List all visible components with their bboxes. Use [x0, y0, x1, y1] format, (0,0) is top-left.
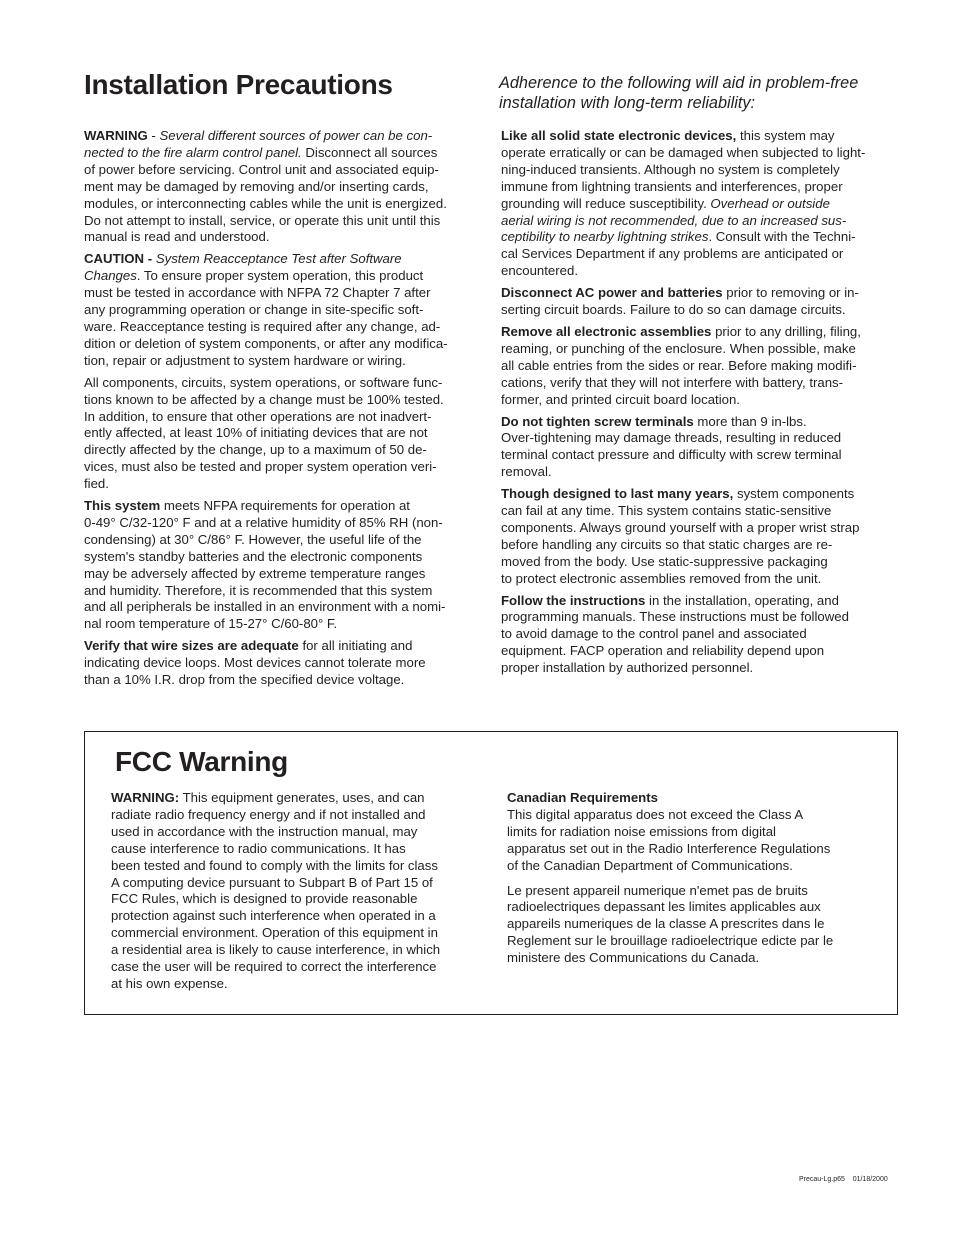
footer-file-info: Precau-Lg.p65 01/18/2000	[799, 1176, 888, 1183]
solid-state-tail: . Consult with the Techni- cal Services Department if any problems are anticipated or encountered.	[501, 229, 856, 279]
durability-lead: Though designed to last many years,	[501, 486, 734, 502]
right-column	[501, 128, 911, 682]
canadian-french-text: Le present appareil numerique n'emet pas de bruits radioelectriques depassant les limites applicables aux appareils numeriques de la classe A prescrites dans le Reglement sur le brouillage radioelectrique edicte par le ministere des Communications du Canada.	[507, 882, 834, 966]
warning-paragraph: WARNING - Several different sources of power can be con- nected to the fire alarm control panel. Disconnect all sources of power before servicing. Control unit and associated equip- ment may be damaged by removing and/or inserting cards, modules, or interconnecting cables while the unit is energized. Do not attempt to install, service, or operate this unit until this manual is read and understood.	[84, 128, 447, 245]
screw-paragraph	[501, 414, 911, 482]
caution-text: . To ensure proper system operation, this product must be tested in accordance with NFPA 72 Chapter 7 after any programming operation or change in site-specific soft- ware. Reacceptance testing is required after any change, ad- dition or deletion of system components, or after any modifica- tion, repair or adjustment to system hardware or wiring.	[84, 268, 448, 368]
system-lead: This system	[84, 498, 161, 514]
instructions-lead: Follow the instructions	[501, 592, 646, 608]
fcc-title: FCC Warning	[115, 746, 288, 777]
solid-state-lead: Like all solid state electronic devices,	[501, 128, 737, 143]
instructions-text: in the installation, operating, and programming manuals. These instructions must be followed to avoid damage to the control panel and associated equipment. FACP operation and reliability depend upon proper installation by authorized personnel.	[501, 592, 849, 676]
system-text: meets NFPA requirements for operation at 0-49° C/32-120° F and at a relative humidity of 85% RH (non- condensing) at 30° C/86° F. However, the useful life of the system's standby batteries and the electronic components may be adversely affected by extreme temperature ranges and humidity. Therefore, it is recommended that this system and all peripherals be installed in an environment with a nomi- nal room temperature of 15-27° C/60-80° F.	[84, 498, 446, 632]
solid-state-text: this system may operate erratically or can be damaged when subjected to light- ning-induced transients. Although no system is completely immune from lightning transients and interferences, proper grounding will reduce susceptibility.	[501, 128, 866, 211]
solid-state-paragraph	[501, 128, 911, 280]
fcc-warning-lead: WARNING:	[111, 790, 180, 805]
caution-italic: System Reacceptance Test after Software Changes	[84, 251, 402, 284]
caution-lead: CAUTION -	[84, 251, 153, 267]
page-title: Installation Precautions	[84, 69, 393, 100]
durability-text: system components can fail at any time. This system contains static-sensitive components. Always ground yourself with a proper wrist strap before handling any circuits so that static charges are re- moved from the body. Use static-suppressive packaging to protect electronic assemblies removed from the unit.	[501, 486, 860, 586]
warning-text: Disconnect all sources of power before servicing. Control unit and associated equip- ment may be damaged by removing and/or inserting cards, modules, or interconnecting cables while the unit is energized. Do not attempt to install, service, or operate this unit until this manual is read and understood.	[84, 144, 447, 245]
intro-text: Adherence to the following will aid in problem-free installation with long-term reliability:	[499, 74, 859, 112]
screw-text: more than 9 in-lbs. Over-tightening may damage threads, resulting in reduced terminal contact pressure and difficulty with screw terminal removal.	[501, 413, 842, 480]
disconnect-lead: Disconnect AC power and batteries	[501, 285, 723, 301]
durability-paragraph	[501, 486, 911, 587]
solid-state-italic: Overhead or outside aerial wiring is not recommended, due to an increased sus- ceptibility to nearby lightning strikes	[501, 195, 847, 245]
warning-lead: WARNING	[84, 128, 148, 143]
remove-lead: Remove all electronic assemblies	[501, 323, 712, 339]
screw-lead: Do not tighten screw terminals	[501, 413, 694, 429]
fcc-left-column	[111, 790, 486, 1001]
fcc-right-column	[507, 790, 887, 975]
wire-paragraph	[84, 638, 489, 689]
system-paragraph	[84, 498, 489, 633]
wire-lead: Verify that wire sizes are adequate	[84, 638, 299, 654]
fcc-warning-paragraph	[111, 790, 486, 993]
wire-text: for all initiating and indicating device loops. Most devices cannot tolerate more than a 10% I.R. drop from the specified device voltage.	[84, 638, 426, 688]
components-text: All components, circuits, system operations, or software func- tions known to be affected by a change must be 100% tested. In addition, to ensure that other operations are not inadvert- ently affected, at least 10% of initiating devices that are not directly affected by the change, up to a maximum of 50 de- vices, must also be tested and proper system operation veri- fied.	[84, 374, 444, 492]
instructions-paragraph	[501, 593, 911, 678]
fcc-warning-box	[84, 731, 898, 1015]
canadian-english-text: This digital apparatus does not exceed the Class A limits for radiation noise emissions from digital apparatus set out in the Radio Interference Regulations of the Canadian Department of Communications.	[507, 806, 831, 873]
remove-paragraph	[501, 324, 911, 409]
disconnect-paragraph	[501, 285, 911, 319]
warning-italic: Several different sources of power can be con- nected to the fire alarm control panel.	[84, 128, 433, 160]
remove-text: prior to any drilling, filing, reaming, or punching of the enclosure. When possible, make all cable entries from the sides or rear. Before making modifi- cations, verify that they will not interfere with battery, trans- former, and printed circuit board location.	[501, 323, 861, 407]
canadian-requirements-title: Canadian Requirements	[507, 790, 658, 805]
left-column	[84, 128, 489, 694]
disconnect-text: prior to removing or in- serting circuit boards. Failure to do so can damage circuits.	[501, 285, 859, 318]
components-paragraph	[84, 375, 489, 493]
caution-paragraph	[84, 251, 489, 369]
fcc-warning-text: This equipment generates, uses, and can radiate radio frequency energy and if not installed and used in accordance with the instruction manual, may cause interference to radio communications. It has been tested and found to comply with the limits for class A computing device pursuant to Subpart B of Part 15 of FCC Rules, which is designed to provide reasonable protection against such interference when operated in a commercial environment. Operation of this equipment in a residential area is likely to cause interference, in which case the user will be required to correct the interference at his own expense.	[111, 790, 441, 991]
